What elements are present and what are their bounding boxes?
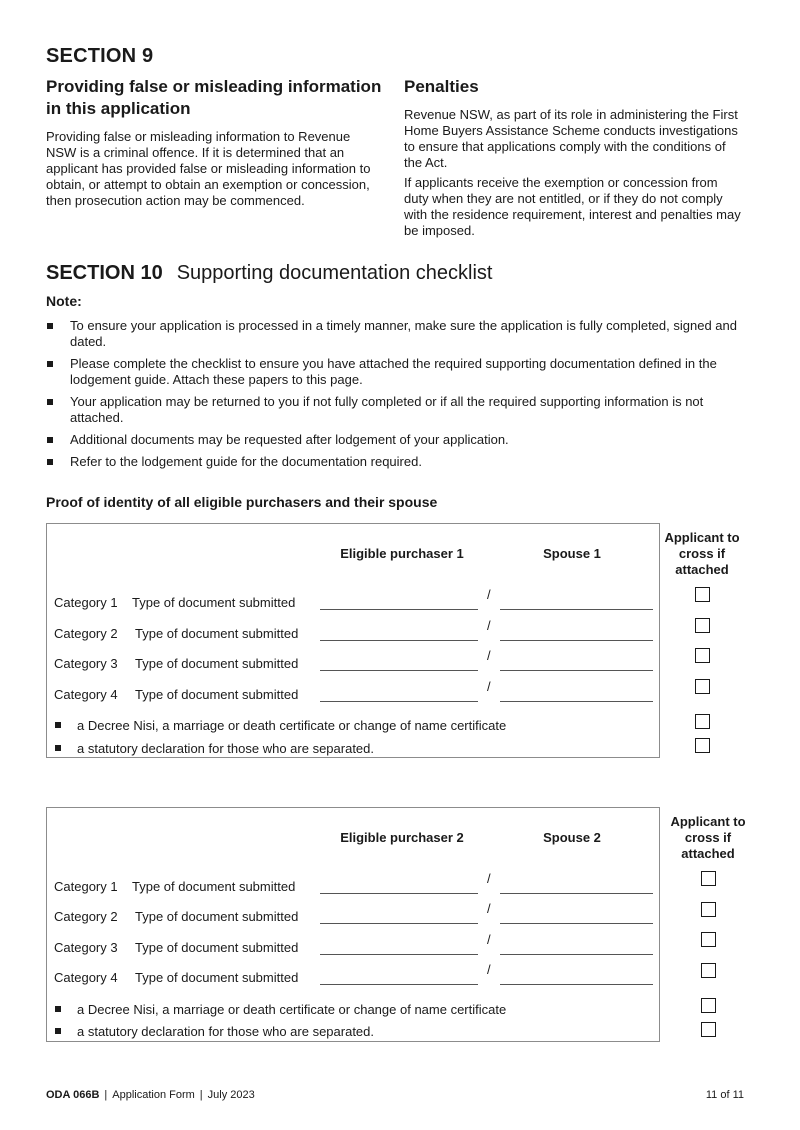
penalties-heading: Penalties xyxy=(404,77,479,96)
bullet-square-icon xyxy=(55,1006,61,1012)
document-type-label: Type of document submitted xyxy=(135,909,299,924)
slash-separator: / xyxy=(487,871,491,886)
purchaser-document-field[interactable] xyxy=(320,954,478,955)
table-bullet-text: a Decree Nisi, a marriage or death certificate or change of name certificate xyxy=(77,1002,507,1017)
page-number: 11 of 11 xyxy=(705,1089,744,1101)
attached-checkbox[interactable] xyxy=(701,932,716,947)
spouse-document-field[interactable] xyxy=(500,701,653,702)
attached-checkbox[interactable] xyxy=(695,738,710,753)
purchaser-header: Eligible purchaser 2 xyxy=(340,830,464,845)
attached-checkbox[interactable] xyxy=(695,714,710,729)
footer-separator: | xyxy=(104,1089,108,1101)
note-text: Please complete the checklist to ensure you have attached the required supporting documentation defined in the lodgement guide. Attach these papers to this page. xyxy=(70,356,717,387)
document-type-label: Type of document submitted xyxy=(135,626,299,641)
category-row-1 xyxy=(47,587,659,611)
document-type-label: Type of document submitted xyxy=(135,687,299,702)
false-info-body: Providing false or misleading information to Revenue NSW is a criminal offence. If it is determined that an applicant has provided false or misleading information to obtain, or attempt to obtain an exemption or concession, then prosecution action may be commenced. xyxy=(46,129,371,208)
spouse-document-field[interactable] xyxy=(500,670,653,671)
false-info-column xyxy=(46,76,382,213)
section-9-title: SECTION 9 xyxy=(46,45,154,67)
spouse-document-field[interactable] xyxy=(500,984,653,985)
section-10-number: SECTION 10 xyxy=(46,262,163,284)
spouse-document-field[interactable] xyxy=(500,954,653,955)
category-label: Category 1 xyxy=(54,879,118,894)
attached-checkbox[interactable] xyxy=(695,587,710,602)
category-label: Category 1 xyxy=(54,595,118,610)
attached-checkbox[interactable] xyxy=(701,1022,716,1037)
footer-separator: | xyxy=(199,1089,203,1101)
bullet-square-icon xyxy=(55,745,61,751)
note-item xyxy=(46,356,746,388)
table-bullet xyxy=(55,718,506,733)
note-text: Refer to the lodgement guide for the documentation required. xyxy=(70,454,422,469)
slash-separator: / xyxy=(487,648,491,663)
applicant-cross-header: Applicant to cross if attached xyxy=(664,530,740,577)
spouse-document-field[interactable] xyxy=(500,893,653,894)
category-row-4 xyxy=(47,962,659,986)
category-label: Category 3 xyxy=(54,940,118,955)
document-type-label: Type of document submitted xyxy=(132,879,296,894)
slash-separator: / xyxy=(487,962,491,977)
slash-separator: / xyxy=(487,587,491,602)
note-item xyxy=(46,454,746,470)
penalties-body-1: Revenue NSW, as part of its role in administering the First Home Buyers Assistance Scheme conducts investigations to ensure that applications comply with the conditions of the Act. xyxy=(404,107,738,170)
attached-checkbox[interactable] xyxy=(701,902,716,917)
section-10-title xyxy=(46,262,492,285)
purchaser-document-field[interactable] xyxy=(320,640,478,641)
bullet-square-icon xyxy=(55,1028,61,1034)
purchaser-document-field[interactable] xyxy=(320,701,478,702)
category-row-3 xyxy=(47,932,659,956)
purchaser-document-field[interactable] xyxy=(320,893,478,894)
table-bullet xyxy=(55,1024,374,1039)
section-10-subtitle: Supporting documentation checklist xyxy=(176,262,493,284)
document-type-label: Type of document submitted xyxy=(135,970,299,985)
category-label: Category 4 xyxy=(54,970,118,985)
category-label: Category 3 xyxy=(54,656,118,671)
attached-checkbox[interactable] xyxy=(695,618,710,633)
slash-separator: / xyxy=(487,679,491,694)
form-type: Application Form xyxy=(112,1089,195,1101)
attached-checkbox[interactable] xyxy=(701,871,716,886)
form-date: July 2023 xyxy=(207,1089,255,1101)
spouse-document-field[interactable] xyxy=(500,609,653,610)
table-bullet xyxy=(55,1002,506,1017)
attached-checkbox[interactable] xyxy=(701,998,716,1013)
applicant-cross-header: Applicant to cross if attached xyxy=(670,814,746,861)
note-item xyxy=(46,394,746,426)
note-item xyxy=(46,318,746,350)
spouse-document-field[interactable] xyxy=(500,923,653,924)
bullet-square-icon xyxy=(47,437,53,443)
spouse-header: Spouse 2 xyxy=(543,830,601,845)
identity-table-1 xyxy=(46,523,660,758)
false-info-heading: Providing false or misleading information in this application xyxy=(46,77,382,118)
table-bullet-text: a Decree Nisi, a marriage or death certificate or change of name certificate xyxy=(77,718,507,733)
spouse-header: Spouse 1 xyxy=(543,546,601,561)
attached-checkbox[interactable] xyxy=(695,648,710,663)
identity-table-2 xyxy=(46,807,660,1042)
document-type-label: Type of document submitted xyxy=(135,940,299,955)
slash-separator: / xyxy=(487,901,491,916)
category-label: Category 4 xyxy=(54,687,118,702)
category-row-1 xyxy=(47,871,659,895)
penalties-body-2: If applicants receive the exemption or concession from duty when they are not entitled, or if they do not comply with the residence requirement, interest and penalties may be imposed. xyxy=(404,175,741,238)
note-text: Your application may be returned to you if not fully completed or if all the required supporting information is not attached. xyxy=(70,394,704,425)
slash-separator: / xyxy=(487,618,491,633)
category-row-2 xyxy=(47,618,659,642)
document-type-label: Type of document submitted xyxy=(132,595,296,610)
note-text: Additional documents may be requested after lodgement of your application. xyxy=(70,432,509,447)
note-item xyxy=(46,432,746,448)
note-label: Note: xyxy=(46,293,82,309)
bullet-square-icon xyxy=(47,323,53,329)
category-row-2 xyxy=(47,901,659,925)
document-type-label: Type of document submitted xyxy=(135,656,299,671)
table-bullet xyxy=(55,741,374,756)
footer-form-info xyxy=(46,1089,255,1101)
attached-checkbox[interactable] xyxy=(701,963,716,978)
bullet-square-icon xyxy=(55,722,61,728)
purchaser-document-field[interactable] xyxy=(320,670,478,671)
category-label: Category 2 xyxy=(54,626,118,641)
purchaser-header: Eligible purchaser 1 xyxy=(340,546,464,561)
category-label: Category 2 xyxy=(54,909,118,924)
slash-separator: / xyxy=(487,932,491,947)
purchaser-document-field[interactable] xyxy=(320,984,478,985)
bullet-square-icon xyxy=(47,399,53,405)
category-row-3 xyxy=(47,648,659,672)
penalties-column xyxy=(404,76,740,243)
attached-checkbox[interactable] xyxy=(695,679,710,694)
note-text: To ensure your application is processed in a timely manner, make sure the application is fully completed, signed and dated. xyxy=(70,318,737,349)
table-bullet-text: a statutory declaration for those who are separated. xyxy=(77,741,375,756)
notes-list xyxy=(46,318,746,476)
spouse-document-field[interactable] xyxy=(500,640,653,641)
form-code: ODA 066B xyxy=(46,1089,100,1101)
purchaser-document-field[interactable] xyxy=(320,923,478,924)
bullet-square-icon xyxy=(47,459,53,465)
bullet-square-icon xyxy=(47,361,53,367)
proof-of-identity-heading: Proof of identity of all eligible purchasers and their spouse xyxy=(46,494,438,510)
table-bullet-text: a statutory declaration for those who are separated. xyxy=(77,1024,375,1039)
category-row-4 xyxy=(47,679,659,703)
purchaser-document-field[interactable] xyxy=(320,609,478,610)
